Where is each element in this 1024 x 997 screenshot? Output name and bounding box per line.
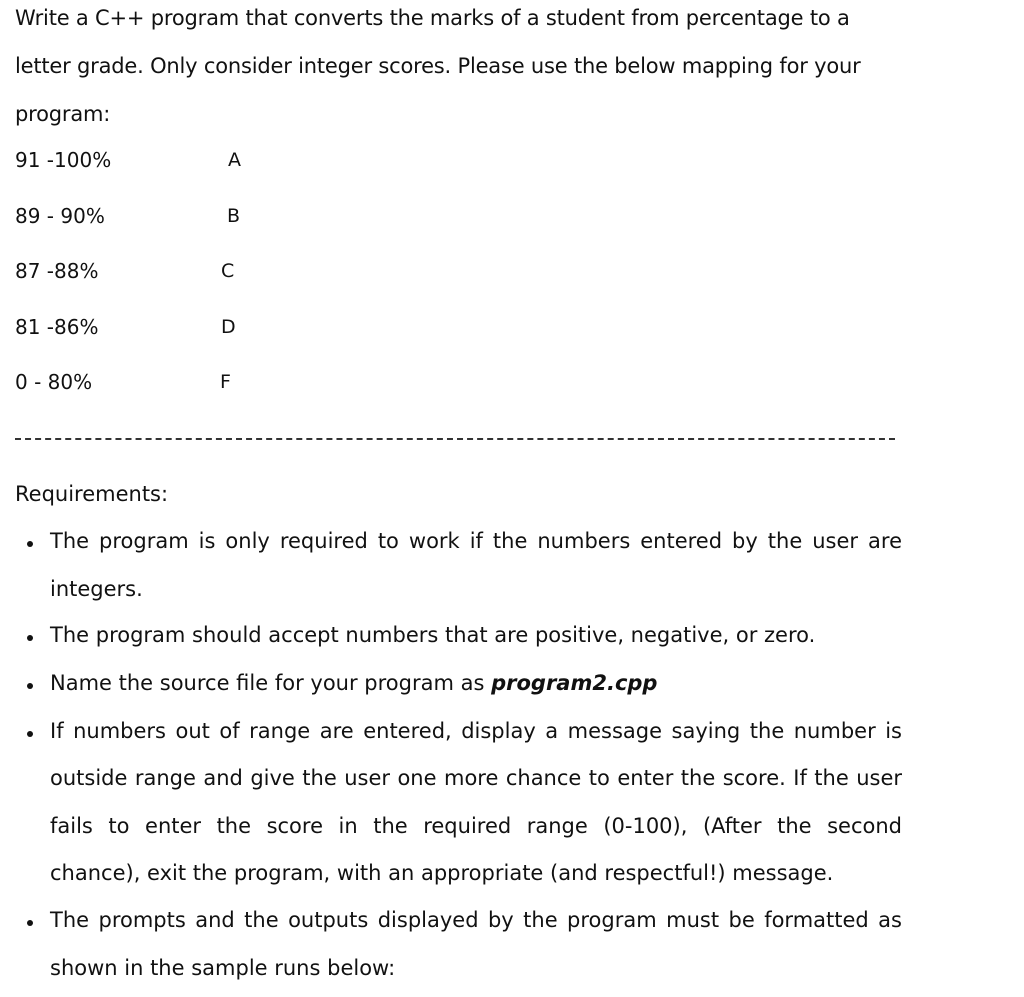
requirement-4-line-3: fails to enter the score in the required range (0-100), (After the second <box>50 814 902 838</box>
source-filename: program2.cpp <box>491 671 658 695</box>
grade-letter: D <box>221 316 236 338</box>
dashed-divider <box>15 438 895 440</box>
requirement-1-line-1: The program is only required to work if the numbers entered by the user are <box>50 529 902 553</box>
requirement-5-line-2: shown in the sample runs below: <box>50 956 396 980</box>
requirement-4-line-2: outside range and give the user one more chance to enter the score. If the user <box>50 766 902 790</box>
requirement-4-line-4: chance), exit the program, with an appropriate (and respectful!) message. <box>50 861 834 885</box>
intro-line-2: letter grade. Only consider integer scores. Please use the below mapping for your <box>15 54 861 78</box>
bullet-icon <box>27 683 33 689</box>
requirement-4-line-1: If numbers out of range are entered, display a message saying the number is <box>50 719 902 743</box>
bullet-icon <box>27 635 33 641</box>
requirement-3-line-1 <box>50 669 657 697</box>
bullet-icon <box>27 541 33 547</box>
grade-range: 89 - 90% <box>15 204 105 228</box>
requirement-2-line-1: The program should accept numbers that are positive, negative, or zero. <box>50 623 816 647</box>
intro-line-1: Write a C++ program that converts the marks of a student from percentage to a <box>15 6 850 30</box>
grade-range: 91 -100% <box>15 148 112 172</box>
grade-row <box>15 202 415 230</box>
grade-letter: B <box>227 205 241 227</box>
bullet-icon <box>27 920 33 926</box>
grade-letter: A <box>228 149 241 171</box>
intro-line-3: program: <box>15 102 111 126</box>
grade-letter: C <box>221 260 235 282</box>
grade-row <box>15 146 415 174</box>
requirement-1-line-2: integers. <box>50 577 143 601</box>
grade-letter: F <box>220 371 231 393</box>
grade-range: 0 - 80% <box>15 370 93 394</box>
grade-row <box>15 313 415 341</box>
requirements-heading: Requirements: <box>15 482 169 506</box>
grade-range: 87 -88% <box>15 259 99 283</box>
requirement-3-prefix: Name the source file for your program as <box>50 671 492 695</box>
requirement-5-line-1: The prompts and the outputs displayed by the program must be formatted as <box>50 908 902 932</box>
grade-row <box>15 368 415 396</box>
bullet-icon <box>27 731 33 737</box>
grade-range: 81 -86% <box>15 315 99 339</box>
grade-row <box>15 257 415 285</box>
